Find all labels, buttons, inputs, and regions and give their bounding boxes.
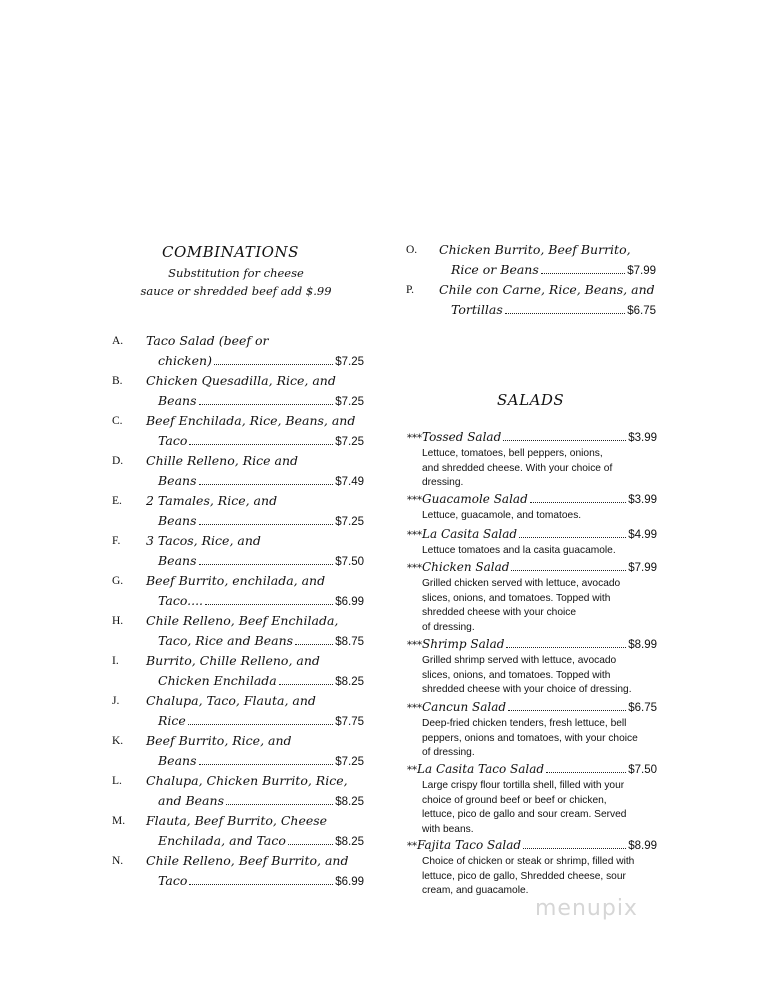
combination-name-line2: Tortillas [451,302,503,317]
combination-name: Chalupa, Taco, Flauta, and [146,693,316,708]
salad-description-line: of dressing. [422,747,475,758]
combination-name-cont [158,473,364,488]
salad-description [422,447,660,491]
combination-letter: G. [112,575,124,587]
salad-description-line: slices, onions, and tomatoes. Topped with [422,592,611,604]
salad-description [422,577,660,635]
salad-name: Cancun Salad [422,700,507,714]
salad-description-line: lettuce, pico de gallo, Shredded cheese, sour [422,870,626,882]
salad-item [407,560,657,635]
salad-name-row [407,700,657,714]
combination-name-cont [158,793,364,808]
salad-description-line: peppers, onions and tomatoes, with your choice [422,732,638,744]
combination-item [112,735,364,775]
salad-name-row [407,762,657,776]
combination-item [112,775,364,815]
salad-item [407,838,657,899]
combination-letter: F. [112,535,121,547]
combination-name-cont [158,353,364,368]
combination-item [112,335,364,375]
combination-price: $8.25 [335,796,364,808]
combination-name-line2: Beans [158,473,197,488]
salad-description-line: with beans. [422,823,474,835]
salad-description-line: Lettuce tomatoes and la casita guacamole. [422,545,616,556]
dotted-leader [199,764,334,765]
salad-description-line: Grilled chicken served with lettuce, avocado [422,578,621,589]
salad-name: Fajita Taco Salad [417,838,522,852]
salad-stars: *** [407,703,422,714]
dotted-leader [205,604,333,605]
combination-price: $6.99 [335,876,364,888]
combination-price: $6.75 [627,305,656,317]
salad-price: $8.99 [628,840,657,852]
dotted-leader [523,848,626,849]
combination-item [112,855,364,895]
combination-name-cont [158,673,364,688]
combination-name-cont [158,873,364,888]
salad-description [422,717,660,761]
salad-description-line: Deep-fried chicken tenders, fresh lettuce, bell [422,718,627,729]
dotted-leader [506,647,626,648]
combination-price: $7.50 [335,556,364,568]
combination-name: Taco Salad (beef or [146,333,269,348]
combination-name-line2: Rice or Beans [451,262,539,277]
salad-name-row [407,560,657,574]
combination-price: $6.99 [335,596,364,608]
salad-description-line: cream, and guacamole. [422,885,529,896]
salad-description-line: choice of ground beef or beef or chicken, [422,794,607,806]
combination-name: Chile Relleno, Beef Burrito, and [146,853,349,868]
salad-name: Tossed Salad [422,430,502,444]
combination-letter: H. [112,615,124,627]
combination-name-cont [158,433,364,448]
combination-item [112,655,364,695]
salad-description-line: of dressing. [422,621,475,633]
combination-item [406,244,656,284]
salad-stars: *** [407,563,422,574]
combination-name-cont [158,513,364,528]
dotted-leader [511,570,626,571]
dotted-leader [503,440,626,441]
salad-price: $8.99 [628,639,657,651]
salad-description-line: lettuce, pico de gallo and sour cream. Served [422,809,627,820]
salad-description-line: and shredded cheese. With your choice of [422,462,613,474]
salad-description-line: Large crispy flour tortilla shell, filled with your [422,780,625,791]
salad-description [422,779,660,837]
combination-name: Chille Relleno, Rice and [146,453,298,468]
combination-price: $7.49 [335,476,364,488]
salad-item [407,700,657,761]
dotted-leader [508,710,626,711]
dotted-leader [199,564,334,565]
combination-price: $7.25 [335,356,364,368]
combination-name: Beef Burrito, enchilada, and [146,573,326,588]
combination-price: $8.25 [335,676,364,688]
combination-name-cont [158,753,364,768]
combination-letter: C. [112,415,123,427]
salad-price: $6.75 [628,702,657,714]
salad-item [407,637,657,698]
watermark: menupix [535,896,638,921]
combination-name: Chile Relleno, Beef Enchilada, [146,613,339,628]
combination-name-cont [158,593,364,608]
combination-item [112,415,364,455]
dotted-leader [199,524,334,525]
dotted-leader [226,804,333,805]
dotted-leader [519,537,626,538]
combination-name-line2: Beans [158,553,197,568]
salad-description [422,509,660,524]
combination-name: Chicken Quesadilla, Rice, and [146,373,336,388]
combination-name-line2: Beans [158,393,197,408]
combination-letter: E. [112,495,122,507]
salad-description-line: shredded cheese with your choice of dressing. [422,684,632,695]
combination-item [112,495,364,535]
combination-price: $7.75 [335,716,364,728]
combination-name-cont [451,262,656,277]
combination-item [112,455,364,495]
combinations-note-line2: sauce or shredded beef add $.99 [140,284,332,298]
combination-price: $7.25 [335,516,364,528]
combination-name-cont [158,393,364,408]
combination-item [112,615,364,655]
combination-name-cont [158,713,364,728]
combination-letter: I. [112,655,119,667]
salad-description [422,855,660,899]
combination-name: Beef Burrito, Rice, and [146,733,292,748]
salad-item [407,430,657,491]
dotted-leader [188,724,333,725]
combination-letter: K. [112,735,124,747]
salad-name: Shrimp Salad [422,637,505,651]
combination-letter: L. [112,775,122,787]
combination-name-cont [158,553,364,568]
salads-title: SALADS [497,391,565,409]
combination-item [112,535,364,575]
combination-name: Chile con Carne, Rice, Beans, and [439,282,655,297]
salad-name: La Casita Salad [422,527,518,541]
salad-price: $3.99 [628,494,657,506]
salad-description [422,544,660,559]
combination-letter: P. [406,284,414,296]
combination-name-line2: Taco.... [158,593,204,608]
salad-stars: *** [407,433,422,444]
combination-item [112,815,364,855]
dotted-leader [214,364,333,365]
combination-name: Chalupa, Chicken Burrito, Rice, [146,773,348,788]
salad-description-line: dressing. [422,477,464,488]
combination-name-line2: Beans [158,513,197,528]
dotted-leader [199,484,334,485]
salad-name: La Casita Taco Salad [417,762,545,776]
combination-price: $7.25 [335,436,364,448]
dotted-leader [189,884,333,885]
combination-name-line2: Taco [158,873,188,888]
combination-name-line2: Enchilada, and Taco [158,833,286,848]
salad-description-line: Grilled shrimp served with lettuce, avocado [422,655,617,666]
salad-item [407,492,657,524]
dotted-leader [530,502,626,503]
salad-name-row [407,430,657,444]
combination-name-line2: Chicken Enchilada [158,673,277,688]
salad-price: $7.50 [628,764,657,776]
dotted-leader [199,404,334,405]
combination-name-line2: Beans [158,753,197,768]
dotted-leader [505,313,625,314]
combination-name: Burrito, Chille Relleno, and [146,653,320,668]
salad-price: $4.99 [628,529,657,541]
combination-letter: D. [112,455,124,467]
combination-price: $8.75 [335,636,364,648]
combination-name: 2 Tamales, Rice, and [146,493,278,508]
combination-name-line2: Rice [158,713,186,728]
combinations-note-line1: Substitution for cheese [168,266,304,280]
combination-letter: O. [406,244,418,256]
combination-name-line2: Taco [158,433,188,448]
combination-letter: J. [112,695,120,707]
combination-item [112,375,364,415]
combinations-title: COMBINATIONS [162,243,299,261]
salad-description-line: shredded cheese with your choice [422,607,577,618]
dotted-leader [189,444,333,445]
dotted-leader [546,772,626,773]
combination-letter: N. [112,855,124,867]
combination-item [112,695,364,735]
salad-stars: *** [407,530,422,541]
dotted-leader [288,844,333,845]
combination-name-cont [158,833,364,848]
salad-name-row [407,492,657,506]
combination-name-cont [158,633,364,648]
salad-item [407,762,657,837]
combination-letter: A. [112,335,124,347]
salad-name-row [407,838,657,852]
combination-name: 3 Tacos, Rice, and [146,533,261,548]
salad-item [407,527,657,559]
salad-name-row [407,637,657,651]
combination-item [406,284,656,324]
combination-price: $7.25 [335,756,364,768]
salad-name: Guacamole Salad [422,492,528,506]
salad-stars: ** [407,765,417,776]
combination-name: Beef Enchilada, Rice, Beans, and [146,413,356,428]
combination-name-cont [451,302,656,317]
combination-name-line2: and Beans [158,793,224,808]
combination-name: Chicken Burrito, Beef Burrito, [439,242,631,257]
combination-price: $8.25 [335,836,364,848]
combination-name: Flauta, Beef Burrito, Cheese [146,813,328,828]
salad-description-line: Choice of chicken or steak or shrimp, filled with [422,856,635,867]
combination-name-line2: chicken) [158,353,212,368]
combination-letter: M. [112,815,126,827]
salad-name: Chicken Salad [422,560,510,574]
salad-description-line: Lettuce, guacamole, and tomatoes. [422,510,582,521]
salad-description [422,654,660,698]
dotted-leader [295,644,333,645]
dotted-leader [541,273,625,274]
combination-price: $7.25 [335,396,364,408]
salad-price: $3.99 [628,432,657,444]
combination-item [112,575,364,615]
salad-price: $7.99 [628,562,657,574]
salad-stars: *** [407,495,422,506]
salad-stars: *** [407,640,422,651]
combination-price: $7.99 [627,265,656,277]
salad-name-row [407,527,657,541]
salad-description-line: Lettuce, tomatoes, bell peppers, onions, [422,448,603,459]
salad-description-line: slices, onions, and tomatoes. Topped with [422,669,611,681]
combination-letter: B. [112,375,123,387]
combination-name-line2: Taco, Rice and Beans [158,633,294,648]
salad-stars: ** [407,841,417,852]
dotted-leader [279,684,333,685]
